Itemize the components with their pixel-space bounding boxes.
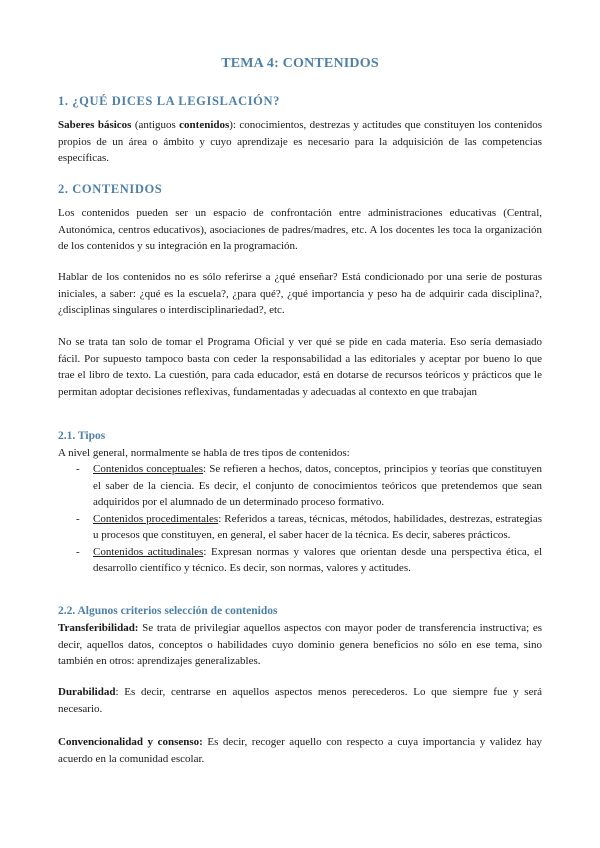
list-item xyxy=(58,461,542,511)
section-2-paragraph-2: Hablar de los contenidos no es sólo referirse a ¿qué enseñar? Está condicionado por una serie de posturas iniciales, a saber: ¿qué es la escuela?, ¿para qué?, ¿qué importancia y peso ha de adquirir cada disciplina?, ¿disciplinas singulares o interdisciplinariedad?, etc. xyxy=(58,271,542,316)
list-dash: - xyxy=(76,545,80,558)
list-dash: - xyxy=(76,512,80,525)
list-item-text: : Expresan normas y valores que orientan desde una perspectiva ética, el desarrollo científico y técnico. Es decir, son normas, valores y actitudes. xyxy=(93,545,543,574)
list-item-term: Contenidos conceptuales xyxy=(93,463,204,475)
criterion-convencionalidad xyxy=(58,734,542,767)
criterion-text: : Es decir, centrarse en aquellos aspectos menos perecederos. Lo que siempre fue y será necesario. xyxy=(58,686,542,715)
criterion-durabilidad xyxy=(58,684,542,717)
term-contenidos: contenidos xyxy=(179,119,230,131)
criterion-text: Se trata de privilegiar aquellos aspectos con mayor poder de transferencia instructiva; es decir, aquellos datos, conceptos o habilidades cuyo dominio genera beneficios no sólo en ese tema, sino también en otros: aprendizajes generalizables. xyxy=(58,622,542,667)
section-2-paragraph-1: Los contenidos pueden ser un espacio de confrontación entre administraciones educativas (Central, Autonómica, centros educativos), asociaciones de padres/madres, etc. A los docentes les toca la organización de los contenidos y su integración en la programación. xyxy=(58,207,542,252)
section-2-2-heading: 2.2. Algunos criterios selección de contenidos xyxy=(58,605,278,617)
list-item-term: Contenidos procedimentales xyxy=(93,512,219,525)
page-title: TEMA 4: CONTENIDOS xyxy=(221,56,379,71)
list-item xyxy=(58,511,542,544)
content-types-list xyxy=(58,461,542,577)
paragraph-text: ): conocimientos, destrezas y actitudes que constituyen los contenidos propios de un área o ámbito y cuyo aprendizaje es necesario para la adquisición de las competencias específicas. xyxy=(58,119,542,164)
criterion-term: Convencionalidad y consenso: xyxy=(58,736,203,748)
section-1-heading: 1. ¿QUÉ DICES LA LEGISLACIÓN? xyxy=(58,94,280,108)
section-2-paragraph-3: No se trata tan solo de tomar el Programa Oficial y ver qué se pide en cada materia. Eso sería demasiado fácil. Por supuesto tampoco basta con ceder la responsabilidad a las editoriales y aceptar por bueno lo que trae el libro de texto. La cuestión, para cada educador, está en dotarse de recursos teóricos y prácticos que le permitan adoptar decisiones reflexivas, fundamentadas y adecuadas al contexto en que trabajan xyxy=(58,336,542,398)
list-dash: - xyxy=(76,463,80,475)
list-item-term: Contenidos actitudinales xyxy=(93,545,204,558)
criterion-transferibilidad xyxy=(58,620,542,670)
paragraph-text: (antiguos xyxy=(131,119,180,131)
criterion-text: Es decir, recoger aquello con respecto a cuya importancia y validez hay acuerdo en la comunidad escolar. xyxy=(58,736,542,765)
list-item-text: : Referidos a tareas, técnicas, métodos, habilidades, destrezas, estrategias u procesos que constituyen, en general, el saber hacer de la técnica. Es decir, saberes prácticos. xyxy=(93,512,542,541)
section-2-1-heading: 2.1. Tipos xyxy=(58,430,106,442)
term-saberes-basicos: Saberes básicos xyxy=(58,119,132,131)
section-2-heading: 2. CONTENIDOS xyxy=(58,182,163,196)
section-1-paragraph xyxy=(58,117,542,167)
section-2-1-intro: A nivel general, normalmente se habla de tres tipos de contenidos: xyxy=(58,447,350,459)
criterion-term: Transferibilidad: xyxy=(58,622,139,634)
list-item-text: : Se refieren a hechos, datos, conceptos, principios y teorías que constituyen el saber de la ciencia. Es decir, el conjunto de conocimientos teóricos que pretendemos que sean adquiridos por el alumnado de un determinado proceso formativo. xyxy=(93,463,542,508)
list-item xyxy=(58,544,542,577)
criterion-term: Durabilidad xyxy=(58,686,116,698)
